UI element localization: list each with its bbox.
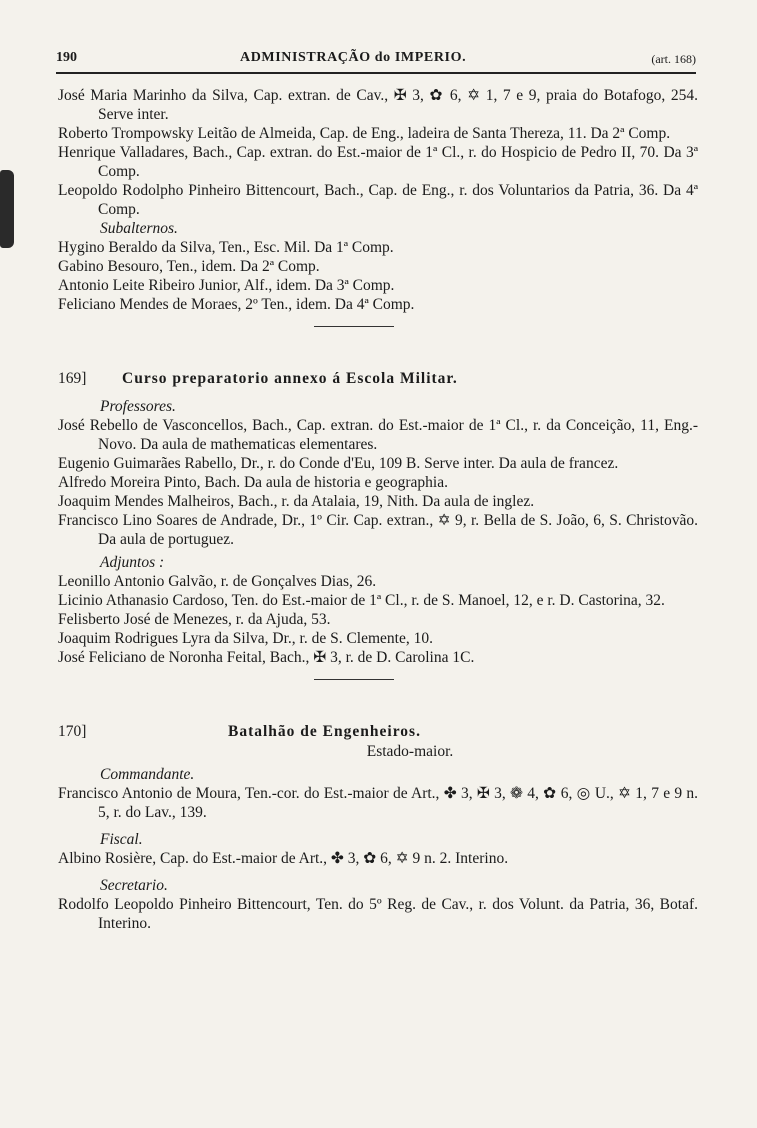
adjunto-entry: Leonillo Antonio Galvão, r. de Gonçalves Dias, 26. [58, 573, 377, 590]
page-number: 190 [56, 50, 77, 65]
section-number: 170] [58, 723, 87, 740]
commandante-label: Commandante. [100, 766, 195, 783]
staff-entry: Leopoldo Rodolpho Pinheiro Bittencourt, Bach., Cap. de Eng., r. dos Voluntarios da Patria, 36. Da 4ª Comp. [58, 182, 698, 218]
binding-mark [0, 170, 14, 248]
professor-entry: José Rebello de Vasconcellos, Bach., Cap. extran. do Est.-maior de 1ª Cl., r. da Conceição, 11, Eng.-Novo. Da aula de mathematicas elementares. [58, 417, 698, 453]
professor-entry: Joaquim Mendes Malheiros, Bach., r. da Atalaia, 19, Nith. Da aula de inglez. [58, 493, 535, 510]
adjuntos-label: Adjuntos : [100, 554, 165, 571]
running-title: ADMINISTRAÇÃO do IMPERIO. [240, 50, 467, 65]
secretario-label: Secretario. [100, 877, 168, 894]
secretario-entry: Rodolfo Leopoldo Pinheiro Bittencourt, Ten. do 5º Reg. de Cav., r. dos Volunt. da Patria, 36, Botaf. Interino. [58, 896, 698, 932]
commandante-entry: Francisco Antonio de Moura, Ten.-cor. do Est.-maior de Art., ✤ 3, ✠ 3, ❁ 4, ✿ 6, ◎ U., ✡ 1, 7 e 9 n. 5, r. do Lav., 139. [58, 785, 698, 821]
adjunto-entry: Joaquim Rodrigues Lyra da Silva, Dr., r. de S. Clemente, 10. [58, 630, 433, 647]
adjunto-entry: Felisberto José de Menezes, r. da Ajuda, 53. [58, 611, 331, 628]
fiscal-entry: Albino Rosière, Cap. do Est.-maior de Art., ✤ 3, ✿ 6, ✡ 9 n. 2. Interino. [58, 850, 509, 867]
section-divider [314, 679, 394, 680]
section-divider [314, 326, 394, 327]
page-content [58, 86, 698, 933]
adjunto-entry: Licinio Athanasio Cardoso, Ten. do Est.-maior de 1ª Cl., r. de S. Manoel, 12, e r. D. Castorina, 32. [58, 592, 665, 609]
staff-entry: Roberto Trompowsky Leitão de Almeida, Cap. de Eng., ladeira de Santa Thereza, 11. Da 2ª Comp. [58, 125, 671, 142]
staff-entry: Henrique Valladares, Bach., Cap. extran. do Est.-maior de 1ª Cl., r. do Hospicio de Pedro II, 70. Da 3ª Comp. [58, 144, 698, 180]
subalternos-label: Subalternos. [100, 220, 178, 237]
section-170-heading [58, 722, 698, 742]
header-rule [56, 72, 696, 74]
subalterno-entry: Gabino Besouro, Ten., idem. Da 2ª Comp. [58, 258, 320, 275]
professor-entry: Francisco Lino Soares de Andrade, Dr., 1º Cir. Cap. extran., ✡ 9, r. Bella de S. João, 6, S. Christovão. Da aula de portuguez. [58, 512, 698, 548]
section-title: Curso preparatorio annexo á Escola Militar. [122, 370, 458, 387]
adjunto-entry: José Feliciano de Noronha Feital, Bach., ✠ 3, r. de D. Carolina 1C. [58, 649, 475, 666]
subalterno-entry: Antonio Leite Ribeiro Junior, Alf., idem. Da 3ª Comp. [58, 277, 395, 294]
professores-label: Professores. [100, 398, 176, 415]
section-subtitle: Estado-maior. [366, 743, 454, 760]
professor-entry: Alfredo Moreira Pinto, Bach. Da aula de historia e geographia. [58, 474, 448, 491]
professor-entry: Eugenio Guimarães Rabello, Dr., r. do Conde d'Eu, 109 B. Serve inter. Da aula de francez. [58, 455, 619, 472]
page-header [56, 48, 696, 72]
section-number: 169] [58, 370, 87, 387]
subalterno-entry: Hygino Beraldo da Silva, Ten., Esc. Mil. Da 1ª Comp. [58, 239, 394, 256]
fiscal-label: Fiscal. [100, 831, 143, 848]
article-reference: (art. 168) [651, 52, 696, 66]
staff-entry: José Maria Marinho da Silva, Cap. extran. de Cav., ✠ 3, ✿ 6, ✡ 1, 7 e 9, praia do Botafogo, 254. Serve inter. [58, 87, 698, 123]
subalterno-entry: Feliciano Mendes de Moraes, 2º Ten., idem. Da 4ª Comp. [58, 296, 415, 313]
section-title: Batalhão de Engenheiros. [228, 723, 421, 740]
section-169-heading [58, 369, 698, 389]
